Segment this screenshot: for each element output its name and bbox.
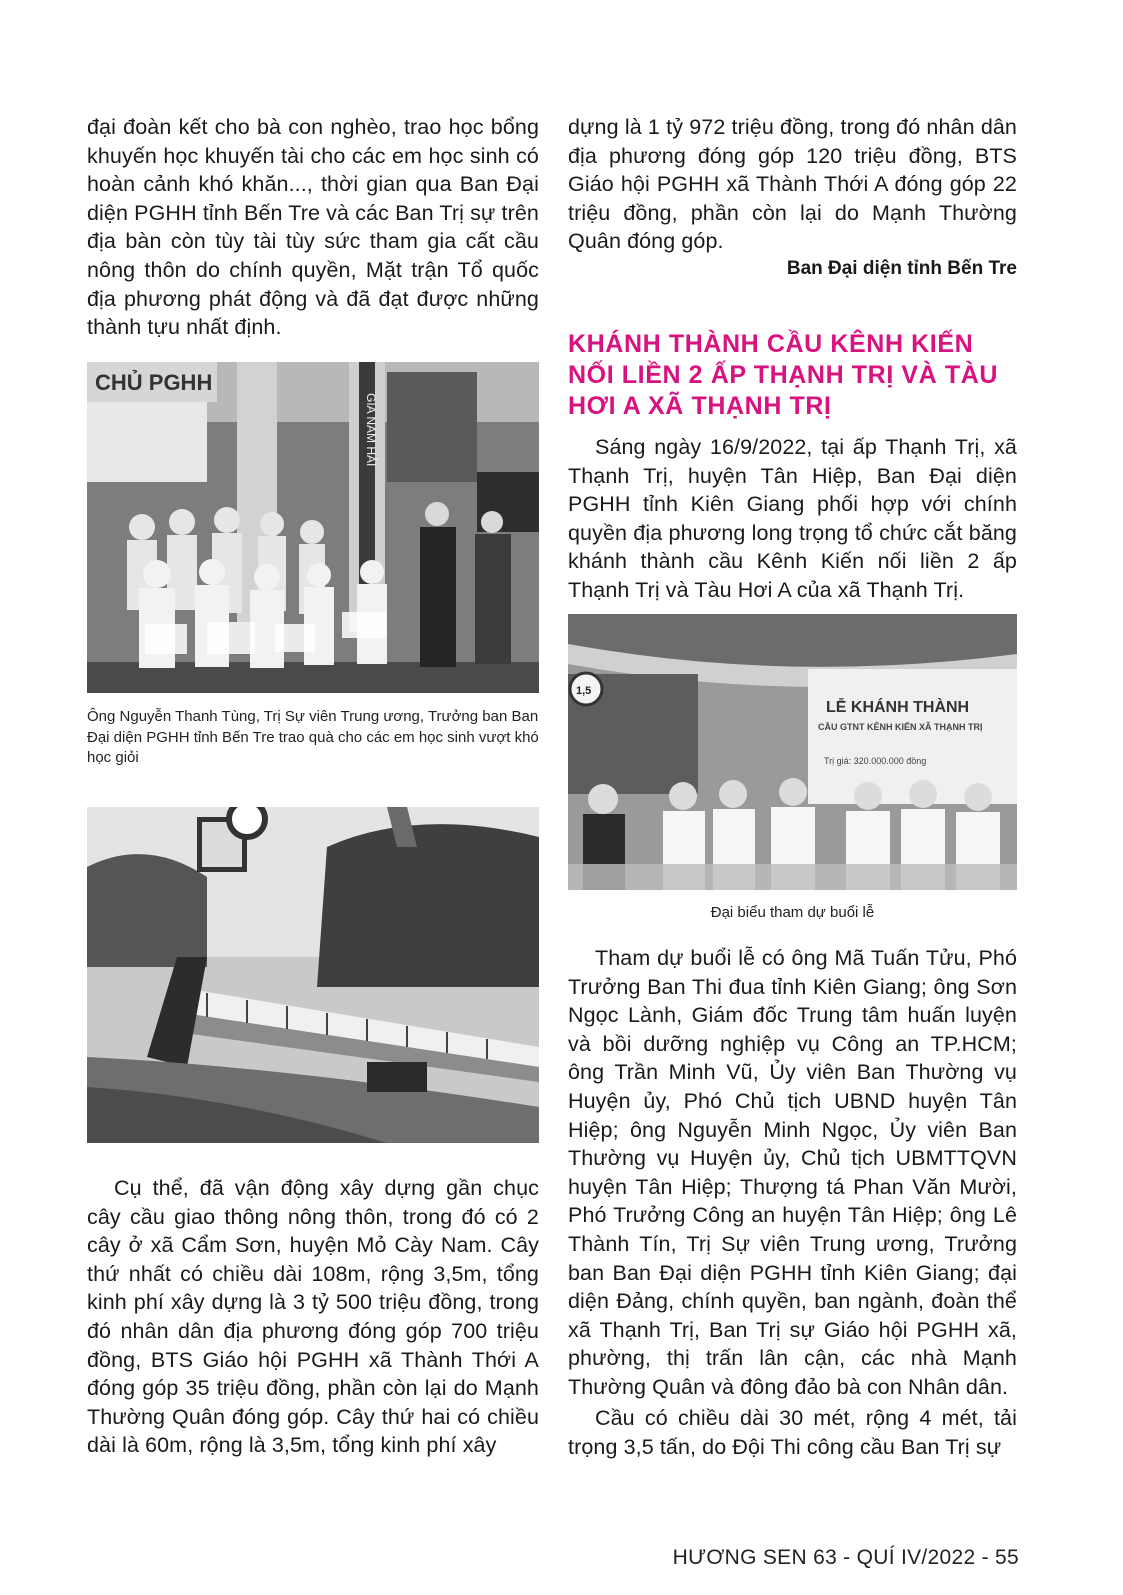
lead-paragraph: Sáng ngày 16/9/2022, tại ấp Thạnh Trị, xã Thạnh Trị, huyện Tân Hiệp, Ban Đại diện PGHH tỉnh Kiên Giang phối hợp với chính quyền địa phương long trọng tổ chức cắt băng khánh thành cầu Kênh Kiến nối liền 2 ấp Thạnh Trị và Tàu Hơi A của xã Thạnh Trị. <box>568 435 1017 602</box>
photo-bridge <box>87 807 539 1143</box>
intro-paragraph: đại đoàn kết cho bà con nghèo, trao học bổng khuyến học khuyến tài cho các em học sinh có hoàn cảnh khó khăn..., thời gian qua Ban Đại diện PGHH tỉnh Bến Tre và các Ban Trị sự trên địa bàn còn tùy tài tùy sức tham gia cất cầu nông thôn do chính quyền, Mặt trận Tổ quốc địa phương phát động và đã đạt được những thành tựu nhất định. <box>87 115 539 340</box>
bridge-paragraph: Cầu có chiều dài 30 mét, rộng 4 mét, tải trọng 3,5 tấn, do Đội Thi công cầu Ban Trị sự <box>568 1406 1017 1459</box>
banner-subtitle-text: CẦU GTNT KÊNH KIẾN XÃ THẠNH TRỊ <box>818 722 983 732</box>
delegates-illustration <box>568 614 1017 890</box>
banner-title-text: LỄ KHÁNH THÀNH <box>826 699 970 716</box>
banner-cost-text: Trị giá: 320.000.000 đồng <box>824 756 927 766</box>
photo3-caption: Đại biểu tham dự buổi lễ <box>710 904 875 921</box>
continued-paragraph: dựng là 1 tỷ 972 triệu đồng, trong đó nhân dân địa phương đóng góp 120 triệu đồng, BTS Giáo hội PGHH xã Thành Thới A đóng góp 22 triệu đồng, phần còn lại do Mạnh Thường Quân đóng góp. <box>568 115 1017 254</box>
attendees-paragraph: Tham dự buổi lễ có ông Mã Tuấn Tửu, Phó Trưởng Ban Thi đua tỉnh Kiên Giang; ông Sơn Ngọc Lành, Giám đốc Trung tâm huấn luyện và bồi dưỡng nghiệp vụ Công an TP.HCM; ông Trần Minh Vũ, Ủy viên Ban Thường vụ Huyện ủy, Phó Chủ tịch UBND huyện Tân Hiệp; ông Nguyễn Minh Ngọc, Ủy viên Ban Thường vụ Huyện ủy, Chủ tịch UBMTTQVN huyện Tân Hiệp; Thượng tá Phan Văn Mười, Phó Trưởng Công an huyện Tân Hiệp; ông Lê Thành Tín, Trị Sự viên Trung ương, Trưởng ban Ban Đại diện PGHH tỉnh Kiên Giang; đại diện Đảng, chính quyền, ban ngành, đoàn thể xã Thạnh Trị, Ban Trị sự Giáo hội PGHH xã, phường, thị trấn lân cận, các nhà Mạnh Thường Quân và đông đảo bà con Nhân dân. <box>568 946 1017 1399</box>
detail-paragraph: Cụ thể, đã vận động xây dựng gần chục cây cầu giao thông nông thôn, trong đó có 2 cây ở xã Cẩm Sơn, huyện Mỏ Cày Nam. Cây thứ nhất có chiều dài 108m, rộng 3,5m, tổng kinh phí xây dựng là 3 tỷ 500 triệu đồng, trong đó nhân dân địa phương đóng góp 700 triệu đồng, BTS Giáo hội PGHH xã Thành Thới A đóng góp 35 triệu đồng, phần còn lại do Mạnh Thường Quân đóng góp. Cây thứ hai có chiều dài là 60m, rộng là 3,5m, tổng kinh phí xây <box>87 1176 539 1458</box>
photo-award-ceremony <box>87 362 539 693</box>
speed-sign-text: 1,5 <box>576 685 592 697</box>
photo-delegates <box>568 614 1017 890</box>
banner-left-text: CHỦ PGHH <box>95 370 213 395</box>
photo1-caption: Ông Nguyễn Thanh Tùng, Trị Sự viên Trung ương, Trưởng ban Ban Đại diện PGHH tỉnh Bến Tre trao quà cho các em học sinh vượt khó học giỏi <box>87 708 539 767</box>
article-headline: KHÁNH THÀNH CẦU KÊNH KIẾN NỐI LIỀN 2 ẤP THẠNH TRỊ VÀ TÀU HƠI A XÃ THẠNH TRỊ <box>568 330 999 420</box>
award-ceremony-illustration <box>87 362 539 693</box>
byline: Ban Đại diện tỉnh Bến Tre <box>786 258 1017 279</box>
pillar-text: GIA NAM HẢI <box>364 393 378 467</box>
bridge-illustration <box>87 807 539 1143</box>
page-footer: HƯƠNG SEN 63 - QUÍ IV/2022 - 55 <box>672 1546 1019 1569</box>
